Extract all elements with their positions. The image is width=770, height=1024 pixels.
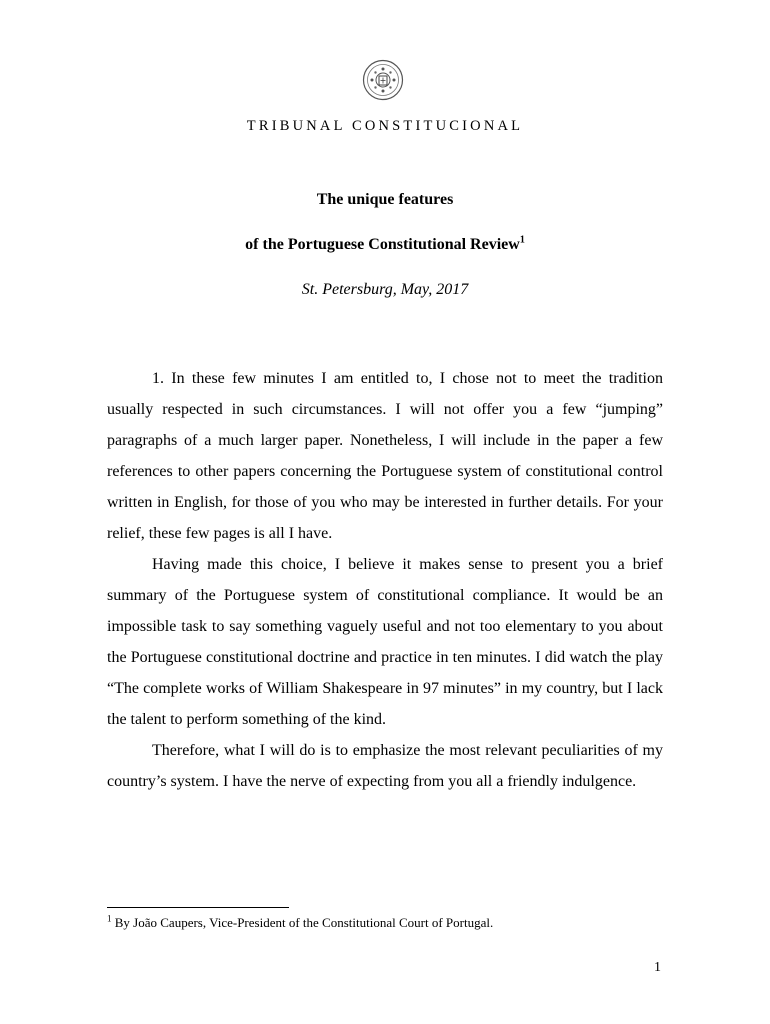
- document-title-line2-text: of the Portuguese Constitutional Review: [245, 236, 520, 253]
- body-paragraph-3: Therefore, what I will do is to emphasize the most relevant peculiarities of my country’s system. I have the nerve of expecting from you all a friendly indulgence.: [107, 742, 663, 790]
- document-title-line2: [0, 236, 770, 254]
- footnote-text: By João Caupers, Vice-President of the Constitutional Court of Portugal.: [114, 915, 494, 930]
- footnote-marker: 1: [107, 913, 112, 924]
- page-number: 1: [654, 960, 661, 975]
- title-footnote-marker[interactable]: 1: [519, 234, 525, 246]
- body-paragraph-2: Having made this choice, I believe it makes sense to present you a brief summary of the Portuguese system of constitutional compliance. It would be an impossible task to say something vaguely useful and not too elementary to you about the Portuguese constitutional doctrine and practice in ten minutes. I did watch the play “The complete works of William Shakespeare in 97 minutes” in my country, but I lack the talent to perform something of the kind.: [107, 556, 663, 728]
- constitutional-court-seal-icon: [362, 59, 404, 101]
- footnote: [107, 915, 667, 931]
- place-date: St. Petersburg, May, 2017: [301, 281, 469, 298]
- footnote-separator: [107, 907, 289, 908]
- document-title-line1: The unique features: [316, 191, 454, 208]
- body-paragraph-1: 1. In these few minutes I am entitled to, I chose not to meet the tradition usually respected in such circumstances. I will not offer you a few “jumping” paragraphs of a much larger paper. Nonetheless, I will include in the paper a few references to other papers concerning the Portuguese system of constitutional control written in English, for those of you who may be interested in further details. For your relief, these few pages is all I have.: [107, 370, 663, 542]
- body-text: [107, 363, 663, 797]
- institution-name: TRIBUNAL CONSTITUCIONAL: [246, 118, 524, 134]
